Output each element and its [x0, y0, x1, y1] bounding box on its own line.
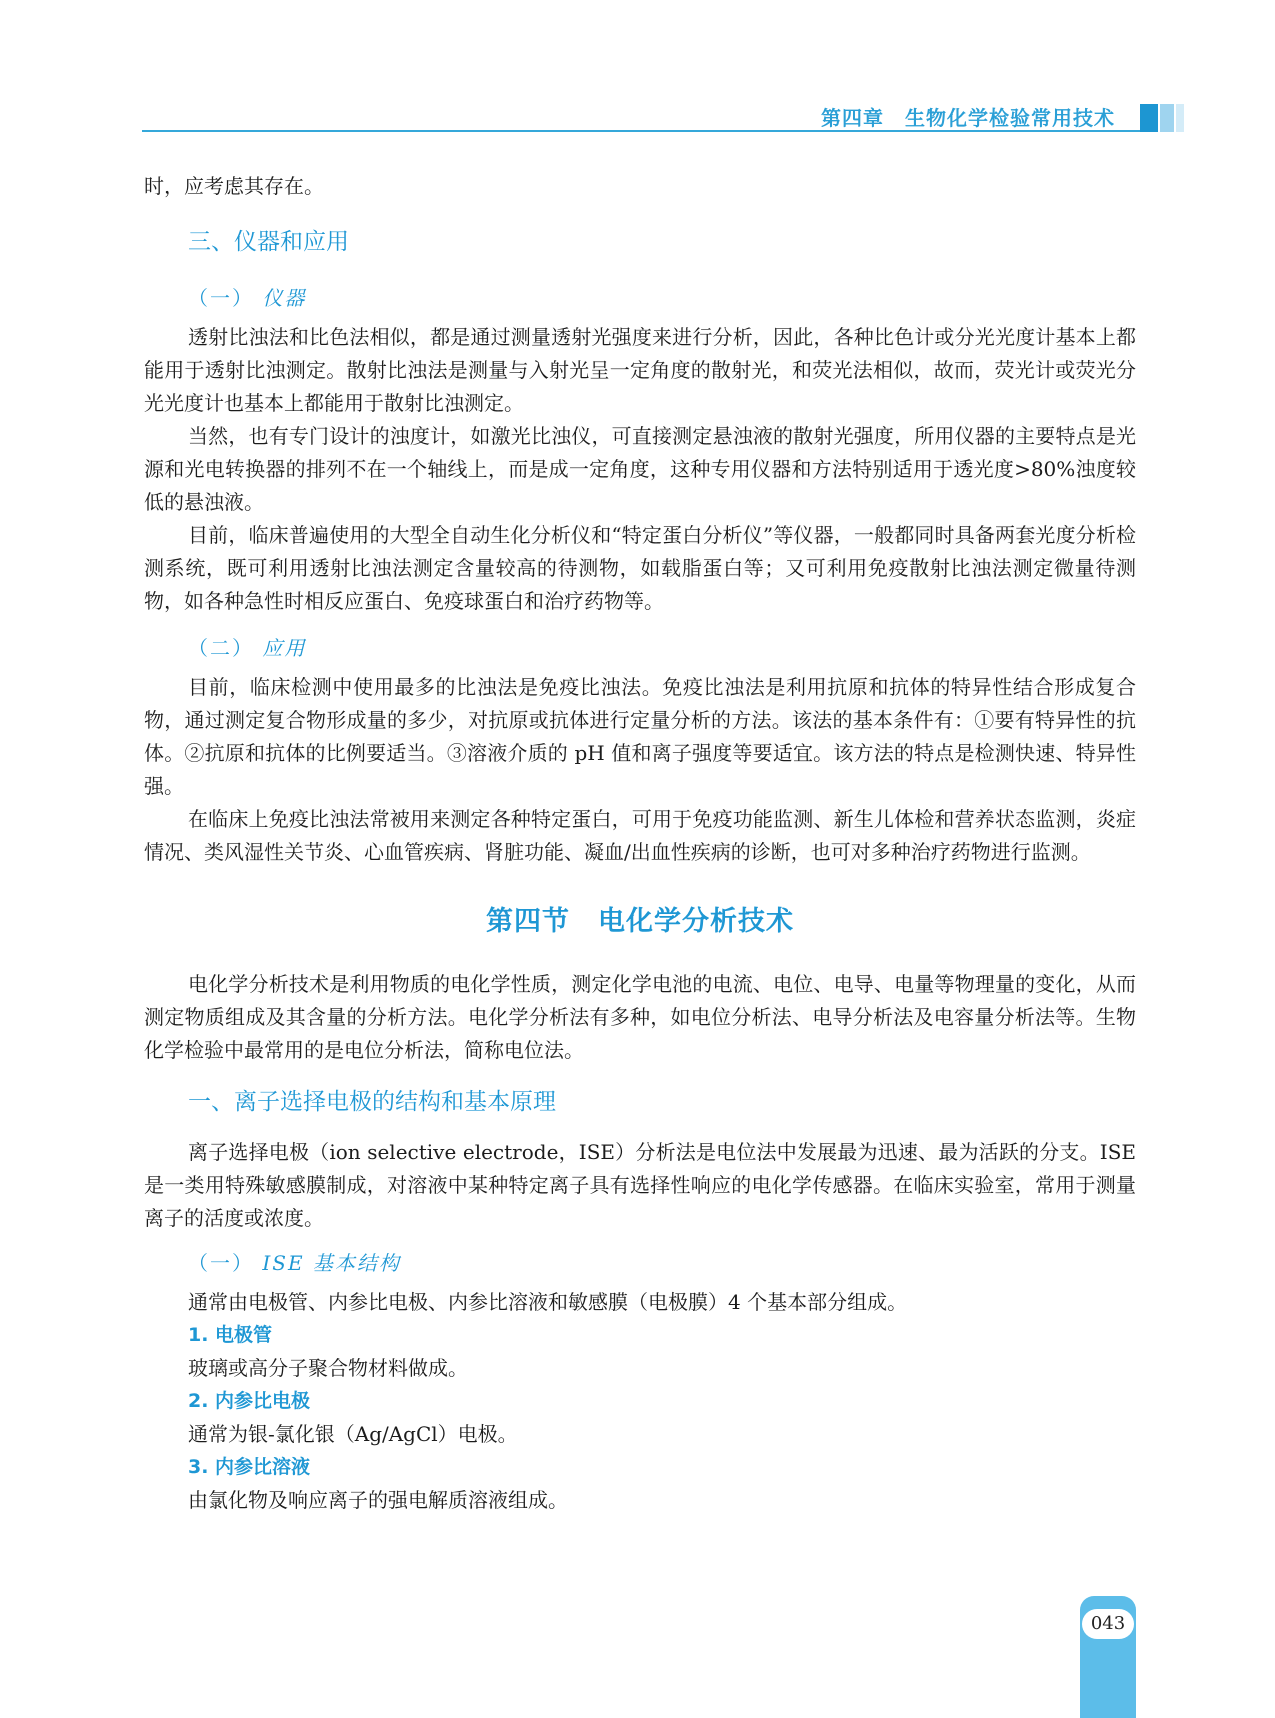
header-decor-bar — [1176, 104, 1184, 132]
paragraph: 目前，临床检测中使用最多的比浊法是免疫比浊法。免疫比浊法是利用抗原和抗体的特异性结合形成复合物，通过测定复合物形成量的多少，对抗原或抗体进行定量分析的方法。该法的基本条件有：①要有特异性的抗体。②抗原和抗体的比例要适当。③溶液介质的 pH 值和离子强度等要适宜。该方法的特点是检测快速、特异性强。 — [144, 675, 1136, 798]
heading-number: （一） — [188, 286, 254, 310]
heading-number: （一） — [188, 1251, 254, 1275]
paragraph: 在临床上免疫比浊法常被用来测定各种特定蛋白，可用于免疫功能监测、新生儿体检和营养状态监测，炎症情况、类风湿性关节炎、心血管疾病、肾脏功能、凝血/出血性疾病的诊断，也可对多种治疗药物进行监测。 — [144, 807, 1136, 864]
paragraph: 玻璃或高分子聚合物材料做成。 — [188, 1356, 468, 1380]
heading-level4: 3. 内参比溶液 — [188, 1456, 311, 1478]
heading-level4: 1. 电极管 — [188, 1324, 273, 1346]
heading-level3 — [188, 632, 1136, 661]
heading-level4: 2. 内参比电极 — [188, 1390, 311, 1412]
paragraph: 透射比浊法和比色法相似，都是通过测量透射光强度来进行分析，因此，各种比色计或分光光度计基本上都能用于透射比浊测定。散射比浊法是测量与入射光呈一定角度的散射光，和荧光法相似，故而，荧光计或荧光分光光度计也基本上都能用于散射比浊测定。 — [144, 325, 1136, 415]
header-decor-bar — [1140, 104, 1158, 132]
page-body — [144, 170, 1136, 1517]
heading-level3 — [188, 1247, 1136, 1276]
paragraph: 目前，临床普遍使用的大型全自动生化分析仪和“特定蛋白分析仪”等仪器，一般都同时具备两套光度分析检测系统，既可利用透射比浊法测定含量较高的待测物，如载脂蛋白等；又可利用免疫散射比浊法测定微量待测物，如各种急性时相反应蛋白、免疫球蛋白和治疗药物等。 — [144, 523, 1136, 613]
page-number: 043 — [1082, 1609, 1134, 1639]
heading-text: 仪器 — [262, 286, 307, 310]
section-title: 第四节 电化学分析技术 — [486, 906, 794, 937]
heading-level3 — [188, 282, 1136, 311]
paragraph: 离子选择电极（ion selective electrode，ISE）分析法是电位法中发展最为迅速、最为活跃的分支。ISE 是一类用特殊敏感膜制成，对溶液中某种特定离子具有选择性响应的电化学传感器。在临床实验室，常用于测量离子的活度或浓度。 — [144, 1140, 1136, 1230]
paragraph: 时，应考虑其存在。 — [144, 174, 324, 198]
paragraph: 当然，也有专门设计的浊度计，如激光比浊仪，可直接测定悬浊液的散射光强度，所用仪器的主要特点是光源和光电转换器的排列不在一个轴线上，而是成一定角度，这种专用仪器和方法特别适用于透光度>80%浊度较低的悬浊液。 — [144, 424, 1136, 514]
header-decor-bar — [1160, 104, 1174, 132]
chapter-label: 第四章 — [821, 106, 884, 130]
heading-level2: 一、离子选择电极的结构和基本原理 — [188, 1089, 556, 1115]
paragraph: 通常由电极管、内参比电极、内参比溶液和敏感膜（电极膜）4 个基本部分组成。 — [188, 1290, 908, 1314]
heading-level2: 三、仪器和应用 — [188, 229, 349, 255]
chapter-title: 生物化学检验常用技术 — [905, 106, 1115, 130]
heading-text: ISE 基本结构 — [262, 1251, 401, 1275]
heading-number: （二） — [188, 636, 254, 660]
heading-text: 应用 — [262, 636, 307, 660]
running-title — [821, 102, 1115, 131]
page-header — [0, 0, 1275, 140]
paragraph: 由氯化物及响应离子的强电解质溶液组成。 — [188, 1488, 568, 1512]
paragraph: 电化学分析技术是利用物质的电化学性质，测定化学电池的电流、电位、电导、电量等物理量的变化，从而测定物质组成及其含量的分析方法。电化学分析法有多种，如电位分析法、电导分析法及电容量分析法等。生物化学检验中最常用的是电位分析法，简称电位法。 — [144, 972, 1136, 1062]
paragraph: 通常为银-氯化银（Ag/AgCl）电极。 — [188, 1422, 518, 1446]
